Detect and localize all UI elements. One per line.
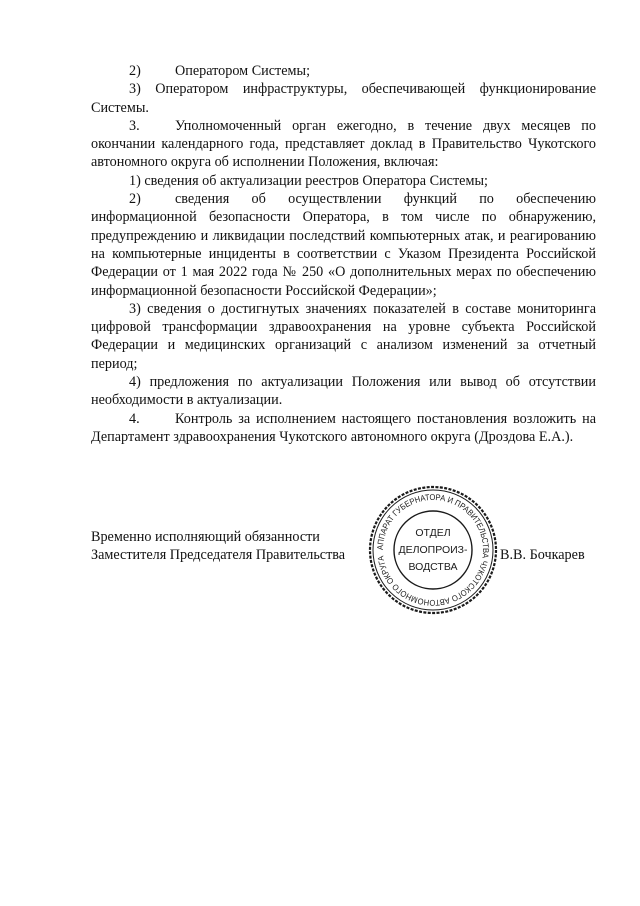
paragraph-text: 3) сведения о достигнутых значениях показателей в составе мониторинга цифровой трансформации здравоохранения на уровне субъекта Российской Федерации и медицинских организаций с анализом изменений за отчетный период; [91, 300, 596, 372]
official-stamp-icon [365, 482, 501, 618]
clause-3 [91, 117, 596, 172]
paragraph-text: Оператором Системы; [175, 63, 311, 79]
paragraph-number: 3. [129, 117, 140, 134]
stamp-ring-text: АППАРАТ ГУБЕРНАТОРА И ПРАВИТЕЛЬСТВА ЧУКОТСКОГО АВТОНОМНОГО ОКРУГА [374, 491, 492, 609]
paragraph-number: 2) [129, 63, 141, 79]
paragraph-number: 2) [129, 191, 141, 208]
clause-4 [91, 410, 596, 447]
stamp-center-line-2: ДЕЛОПРОИЗ- [398, 544, 468, 556]
stamp-center-line-1: ОТДЕЛ [415, 527, 451, 539]
subitem-1 [91, 172, 596, 190]
paragraph-2 [91, 62, 596, 80]
paragraph-text: сведения об осуществлении функций по обеспечению информационной безопасности Оператора, в том числе по обнаружению, предупреждению и ликвидации последствий компьютерных атак, и реагированию на компьютерные инциденты в соответствии с Указом Президента Российской Федерации от 1 мая 2022 года № 250 «О дополнительных мерах по обеспечению информационной безопасности Российской Федерации»; [91, 191, 596, 299]
subitem-3 [91, 300, 596, 373]
stamp-center-line-3: ВОДСТВА [408, 561, 458, 573]
paragraph-3 [91, 80, 596, 117]
paragraph-text: 1) сведения об актуализации реестров Оператора Системы; [129, 172, 488, 189]
paragraph-text: 3) Оператором инфраструктуры, обеспечивающей функционирование Системы. [91, 81, 596, 116]
document-body [91, 62, 596, 446]
position-line-1: Временно исполняющий обязанности [91, 529, 320, 545]
paragraph-number: 4. [129, 410, 140, 427]
position-line-2: Заместителя Председателя Правительства [91, 547, 346, 564]
paragraph-text: 4) предложения по актуализации Положения или вывод об отсутствии необходимости в актуализации. [91, 374, 596, 409]
paragraph-text: Контроль за исполнением настоящего постановления возложить на Департамент здравоохранения Чукотского автономного округа (Дроздова Е.А.). [91, 410, 596, 445]
signatory-name: В.В. Бочкарев [500, 547, 585, 563]
subitem-4 [91, 373, 596, 410]
paragraph-text: Уполномоченный орган ежегодно, в течение двух месяцев по окончании календарного года, представляет доклад в Правительство Чукотского автономного округа об исполнении Положения, включая: [91, 117, 596, 171]
subitem-2 [91, 190, 596, 300]
signatory-position [91, 528, 381, 565]
